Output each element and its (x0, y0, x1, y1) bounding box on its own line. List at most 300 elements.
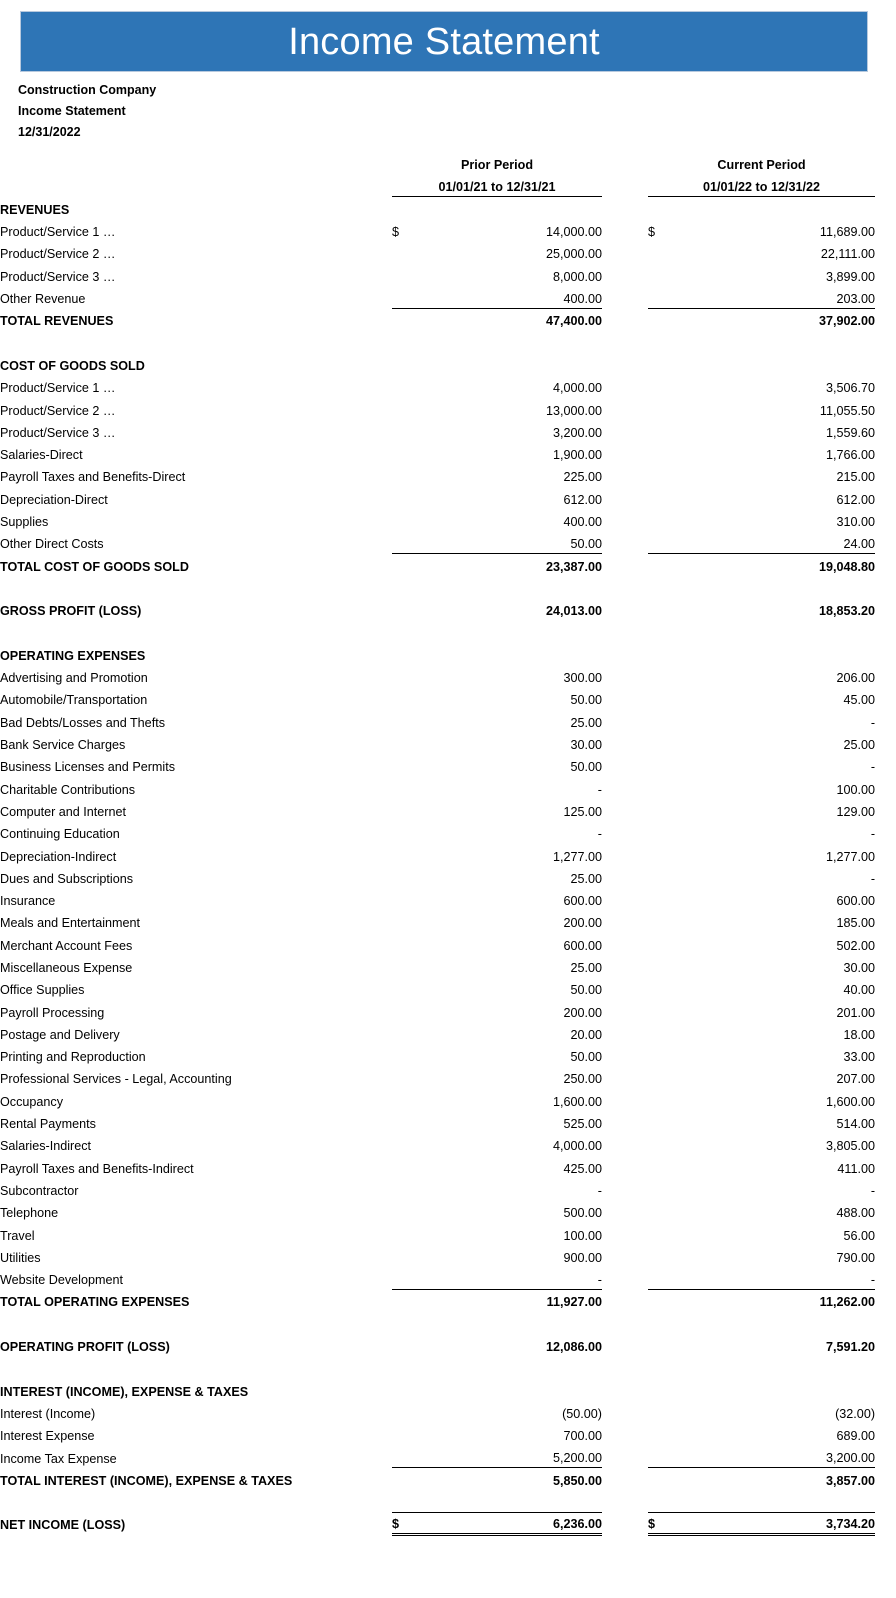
current-value: - (870, 1272, 876, 1287)
prior-net-value: 6,236.00 (416, 1512, 602, 1534)
blank-cell (875, 866, 896, 888)
line-item-label: Product/Service 2 … (0, 403, 116, 418)
table-row (0, 442, 896, 464)
section-spacer (0, 1311, 896, 1333)
table-row (0, 531, 896, 553)
column-gap (602, 598, 648, 620)
currency-slot (392, 375, 416, 397)
blank-cell (875, 1245, 896, 1267)
current-total-value: 11,262.00 (672, 1289, 875, 1311)
column-gap (602, 1222, 648, 1244)
column-gap (602, 910, 648, 932)
column-gap (602, 888, 648, 910)
currency-slot (648, 486, 672, 508)
operating-profit-row (0, 1334, 896, 1356)
column-gap (602, 799, 648, 821)
line-item-label: Computer and Internet (0, 804, 127, 819)
table-row (0, 799, 896, 821)
current-value: 33.00 (843, 1050, 876, 1065)
column-gap (602, 397, 648, 419)
blank-cell (875, 1512, 896, 1534)
currency-slot (392, 263, 416, 285)
total-label: TOTAL REVENUES (0, 314, 114, 329)
gross-profit-row (0, 598, 896, 620)
current-value: 18.00 (843, 1027, 876, 1042)
section-heading-revenues (0, 197, 896, 219)
currency-slot (392, 888, 416, 910)
section-heading-cogs (0, 353, 896, 375)
blank-cell (875, 1088, 896, 1110)
line-item-label: Insurance (0, 894, 56, 909)
blank-cell (875, 375, 896, 397)
column-gap (602, 999, 648, 1021)
gross-profit-label: GROSS PROFIT (LOSS) (0, 604, 142, 619)
line-item-label: Product/Service 2 … (0, 247, 116, 262)
table-row (0, 1200, 896, 1222)
column-gap (602, 1133, 648, 1155)
blank-cell (875, 263, 896, 285)
blank-cell (875, 821, 896, 843)
prior-value: 25,000.00 (545, 247, 602, 262)
currency-slot (648, 1222, 672, 1244)
table-row (0, 866, 896, 888)
line-item-label: Telephone (0, 1206, 59, 1221)
current-value: 30.00 (843, 960, 876, 975)
column-gap (602, 1022, 648, 1044)
line-item-label: Business Licenses and Permits (0, 760, 175, 775)
prior-value: 5,200.00 (552, 1451, 602, 1466)
currency-slot (648, 1066, 672, 1088)
current-total-value: 37,902.00 (672, 308, 875, 330)
column-gap (602, 709, 648, 731)
column-gap (602, 1111, 648, 1133)
section-heading-label: COST OF GOODS SOLD (0, 358, 145, 373)
column-gap (602, 219, 648, 241)
table-row (0, 1066, 896, 1088)
prior-value: 225.00 (563, 470, 602, 485)
current-value: 25.00 (843, 738, 876, 753)
prior-value: 25.00 (570, 960, 602, 975)
table-row (0, 821, 896, 843)
table-row (0, 776, 896, 798)
table-row (0, 509, 896, 531)
currency-slot (392, 286, 416, 308)
blank-cell (875, 308, 896, 330)
blank-cell (875, 999, 896, 1021)
currency-slot (648, 1401, 672, 1423)
current-value: 215.00 (836, 470, 876, 485)
currency-slot (392, 687, 416, 709)
currency-slot (648, 754, 672, 776)
blank-cell (875, 1044, 896, 1066)
column-gap (602, 754, 648, 776)
currency-slot (648, 776, 672, 798)
table-row (0, 1022, 896, 1044)
line-item-label: Miscellaneous Expense (0, 960, 133, 975)
column-gap (602, 1423, 648, 1445)
current-value: 100.00 (836, 782, 876, 797)
currency-slot (392, 486, 416, 508)
currency-slot (648, 397, 672, 419)
currency-slot (648, 531, 672, 553)
column-gap (602, 687, 648, 709)
column-gap (602, 955, 648, 977)
blank-cell (875, 1289, 896, 1311)
prior-value: 13,000.00 (545, 403, 602, 418)
column-gap (602, 1200, 648, 1222)
currency-slot (392, 932, 416, 954)
prior-value: 30.00 (570, 738, 602, 753)
current-value: 790.00 (836, 1250, 876, 1265)
currency-slot (648, 977, 672, 999)
line-item-label: Occupancy (0, 1094, 63, 1109)
prior-total-value: 5,850.00 (416, 1468, 602, 1490)
line-item-label: Other Direct Costs (0, 537, 104, 552)
currency-slot (648, 1423, 672, 1445)
prior-value: - (597, 782, 602, 797)
prior-value: 25.00 (570, 871, 602, 886)
column-gap (602, 486, 648, 508)
blank-cell (875, 910, 896, 932)
line-item-label: Depreciation-Indirect (0, 849, 117, 864)
prior-value: 125.00 (563, 804, 602, 819)
prior-value: 12,086.00 (545, 1340, 602, 1355)
current-value: 600.00 (836, 894, 876, 909)
currency-slot (648, 598, 672, 620)
currency-slot (392, 531, 416, 553)
blank-cell (875, 174, 896, 196)
column-gap (602, 263, 648, 285)
prior-value: 300.00 (563, 671, 602, 686)
line-item-label: Website Development (0, 1273, 123, 1288)
table-row (0, 286, 896, 308)
line-item-label: Office Supplies (0, 983, 85, 998)
currency-slot (392, 442, 416, 464)
blank-cell (875, 1111, 896, 1133)
column-gap (602, 1445, 648, 1467)
currency-slot (648, 932, 672, 954)
current-value: 45.00 (843, 693, 876, 708)
column-gap (602, 286, 648, 308)
currency-slot (648, 687, 672, 709)
section-spacer (0, 576, 896, 598)
column-gap (602, 442, 648, 464)
blank-cell (875, 1401, 896, 1423)
prior-value: - (597, 827, 602, 842)
column-gap (602, 464, 648, 486)
total-row-interest (0, 1468, 896, 1490)
blank-cell (875, 553, 896, 575)
currency-slot (392, 1044, 416, 1066)
line-item-label: Professional Services - Legal, Accounting (0, 1072, 232, 1087)
prior-total-value: 11,927.00 (416, 1289, 602, 1311)
table-row (0, 1155, 896, 1177)
blank-cell (392, 197, 896, 219)
prior-value: 24,013.00 (545, 604, 602, 619)
currency-slot (392, 420, 416, 442)
blank-cell (875, 241, 896, 263)
blank-cell (875, 843, 896, 865)
blank-cell (875, 1133, 896, 1155)
table-row (0, 1267, 896, 1289)
blank-cell (602, 174, 648, 196)
currency-slot (392, 308, 416, 330)
currency-slot (648, 1468, 672, 1490)
table-row (0, 1222, 896, 1244)
line-item-label: Dues and Subscriptions (0, 871, 134, 886)
column-gap (602, 1289, 648, 1311)
blank-cell (875, 1267, 896, 1289)
prior-value: 425.00 (563, 1161, 602, 1176)
line-item-label: Utilities (0, 1250, 41, 1265)
blank-cell (392, 353, 896, 375)
line-item-label: Depreciation-Direct (0, 492, 108, 507)
company-name: Construction Company (18, 83, 157, 97)
table-row (0, 754, 896, 776)
prior-value: 500.00 (563, 1206, 602, 1221)
blank-cell (875, 442, 896, 464)
prior-value: 1,277.00 (552, 849, 602, 864)
currency-slot (392, 709, 416, 731)
currency-slot (648, 464, 672, 486)
table-row (0, 397, 896, 419)
blank-cell (875, 932, 896, 954)
column-gap (602, 553, 648, 575)
currency-slot (648, 553, 672, 575)
blank-cell (875, 486, 896, 508)
column-gap (602, 776, 648, 798)
blank-cell (392, 643, 896, 665)
currency-slot (392, 1111, 416, 1133)
current-value: 11,689.00 (819, 225, 876, 240)
section-heading-label: OPERATING EXPENSES (0, 648, 146, 663)
blank-cell (875, 598, 896, 620)
total-row-cogs (0, 553, 896, 575)
blank-cell (875, 152, 896, 174)
prior-value: 1,600.00 (552, 1094, 602, 1109)
operating-profit-label: OPERATING PROFIT (LOSS) (0, 1340, 170, 1355)
blank-cell (875, 509, 896, 531)
blank-cell (875, 1222, 896, 1244)
column-gap (602, 1155, 648, 1177)
section-heading-label: REVENUES (0, 202, 70, 217)
prior-value: 600.00 (563, 894, 602, 909)
current-value: 40.00 (843, 983, 876, 998)
prior-value: 8,000.00 (552, 269, 602, 284)
line-item-label: Product/Service 1 … (0, 381, 116, 396)
currency-slot (648, 843, 672, 865)
current-value: 207.00 (836, 1072, 876, 1087)
currency-slot (392, 732, 416, 754)
line-item-label: Charitable Contributions (0, 782, 136, 797)
blank-cell (875, 286, 896, 308)
table-row (0, 1423, 896, 1445)
currency-slot (392, 1200, 416, 1222)
table-row (0, 1111, 896, 1133)
line-item-label: Printing and Reproduction (0, 1050, 146, 1065)
blank-cell (875, 1155, 896, 1177)
currency-symbol-prior: $ (392, 1512, 416, 1534)
currency-slot (392, 799, 416, 821)
prior-value: 50.00 (570, 536, 602, 551)
section-heading-opex (0, 643, 896, 665)
table-row (0, 932, 896, 954)
prior-value: 20.00 (570, 1027, 602, 1042)
blank-cell (875, 732, 896, 754)
line-item-label: Postage and Delivery (0, 1027, 120, 1042)
column-gap (602, 932, 648, 954)
currency-slot (648, 241, 672, 263)
table-row (0, 263, 896, 285)
currency-slot (392, 464, 416, 486)
table-row (0, 843, 896, 865)
section-spacer (0, 620, 896, 642)
line-item-label: Payroll Taxes and Benefits-Indirect (0, 1161, 194, 1176)
current-period-name: Current Period (717, 158, 806, 173)
currency-slot (392, 1267, 416, 1289)
column-gap (602, 531, 648, 553)
current-value: 488.00 (836, 1206, 876, 1221)
currency-slot (648, 308, 672, 330)
column-gap (602, 1245, 648, 1267)
table-row (0, 1088, 896, 1110)
table-row (0, 1178, 896, 1200)
table-row (0, 1245, 896, 1267)
prior-value: 50.00 (570, 760, 602, 775)
column-gap (602, 375, 648, 397)
line-item-label: Income Tax Expense (0, 1451, 117, 1466)
table-row (0, 732, 896, 754)
blank-cell (875, 1178, 896, 1200)
currency-slot (392, 1066, 416, 1088)
table-row (0, 486, 896, 508)
income-statement-table (0, 152, 896, 1536)
entity-header (18, 80, 156, 143)
column-gap (602, 665, 648, 687)
line-item-label: Subcontractor (0, 1183, 79, 1198)
statement-name: Income Statement (18, 104, 126, 118)
line-item-label: Merchant Account Fees (0, 938, 133, 953)
currency-slot (392, 1155, 416, 1177)
currency-symbol-current: $ (648, 225, 656, 240)
current-value: 612.00 (836, 492, 876, 507)
currency-slot (648, 821, 672, 843)
currency-slot (648, 799, 672, 821)
currency-slot (392, 955, 416, 977)
total-row-opex (0, 1289, 896, 1311)
prior-value: 4,000.00 (552, 1139, 602, 1154)
current-value: 3,200.00 (825, 1451, 876, 1466)
table-row (0, 955, 896, 977)
line-item-label: Bank Service Charges (0, 738, 126, 753)
currency-slot (392, 776, 416, 798)
period-header-names (0, 152, 896, 174)
blank-cell (392, 1378, 896, 1400)
prior-value: 900.00 (563, 1250, 602, 1265)
blank-cell (875, 1334, 896, 1356)
blank-cell (875, 420, 896, 442)
current-value: 22,111.00 (820, 247, 876, 262)
currency-slot (392, 999, 416, 1021)
currency-slot (392, 598, 416, 620)
column-gap (602, 977, 648, 999)
currency-slot (648, 709, 672, 731)
blank-cell (0, 174, 392, 196)
blank-cell (875, 531, 896, 553)
blank-cell (875, 799, 896, 821)
table-row (0, 420, 896, 442)
current-value: - (870, 760, 876, 775)
prior-value: - (597, 1183, 602, 1198)
current-value: 7,591.20 (825, 1340, 876, 1355)
current-value: 24.00 (843, 536, 876, 551)
blank-cell (875, 665, 896, 687)
section-spacer (0, 1356, 896, 1378)
prior-value: 3,200.00 (552, 425, 602, 440)
prior-value: 100.00 (563, 1228, 602, 1243)
currency-slot (392, 1401, 416, 1423)
table-row (0, 1445, 896, 1467)
table-row (0, 1401, 896, 1423)
currency-slot (648, 1289, 672, 1311)
currency-slot (648, 732, 672, 754)
blank-cell (875, 1022, 896, 1044)
column-gap (602, 1044, 648, 1066)
table-row (0, 219, 896, 241)
prior-value: 50.00 (570, 1050, 602, 1065)
currency-symbol-current: $ (648, 1512, 672, 1534)
line-item-label: Bad Debts/Losses and Thefts (0, 715, 165, 730)
line-item-label: Supplies (0, 515, 49, 530)
currency-slot (392, 866, 416, 888)
blank-cell (875, 687, 896, 709)
column-gap (602, 308, 648, 330)
currency-slot (648, 286, 672, 308)
line-item-label: Travel (0, 1228, 35, 1243)
currency-slot (648, 1133, 672, 1155)
current-value: - (870, 827, 876, 842)
blank-cell (875, 1423, 896, 1445)
currency-slot (392, 1133, 416, 1155)
currency-slot (648, 509, 672, 531)
prior-value: 612.00 (563, 492, 602, 507)
column-gap (602, 241, 648, 263)
current-value: - (870, 871, 876, 886)
currency-slot (648, 910, 672, 932)
currency-slot (392, 1423, 416, 1445)
current-value: 1,766.00 (825, 448, 876, 463)
line-item-label: Payroll Taxes and Benefits-Direct (0, 470, 186, 485)
currency-slot (648, 263, 672, 285)
currency-slot (392, 665, 416, 687)
currency-slot (648, 1044, 672, 1066)
line-item-label: Interest Expense (0, 1429, 95, 1444)
currency-slot (392, 1289, 416, 1311)
table-row (0, 888, 896, 910)
total-row-revenues (0, 308, 896, 330)
prior-value: - (597, 1272, 602, 1287)
currency-slot (648, 442, 672, 464)
current-period-range: 01/01/22 to 12/31/22 (648, 174, 875, 196)
currency-slot (392, 553, 416, 575)
column-gap (602, 1401, 648, 1423)
currency-slot (392, 1468, 416, 1490)
blank-cell (0, 152, 392, 174)
currency-slot (648, 1178, 672, 1200)
current-value: 1,277.00 (825, 849, 876, 864)
currency-slot (648, 955, 672, 977)
current-value: 185.00 (836, 916, 876, 931)
